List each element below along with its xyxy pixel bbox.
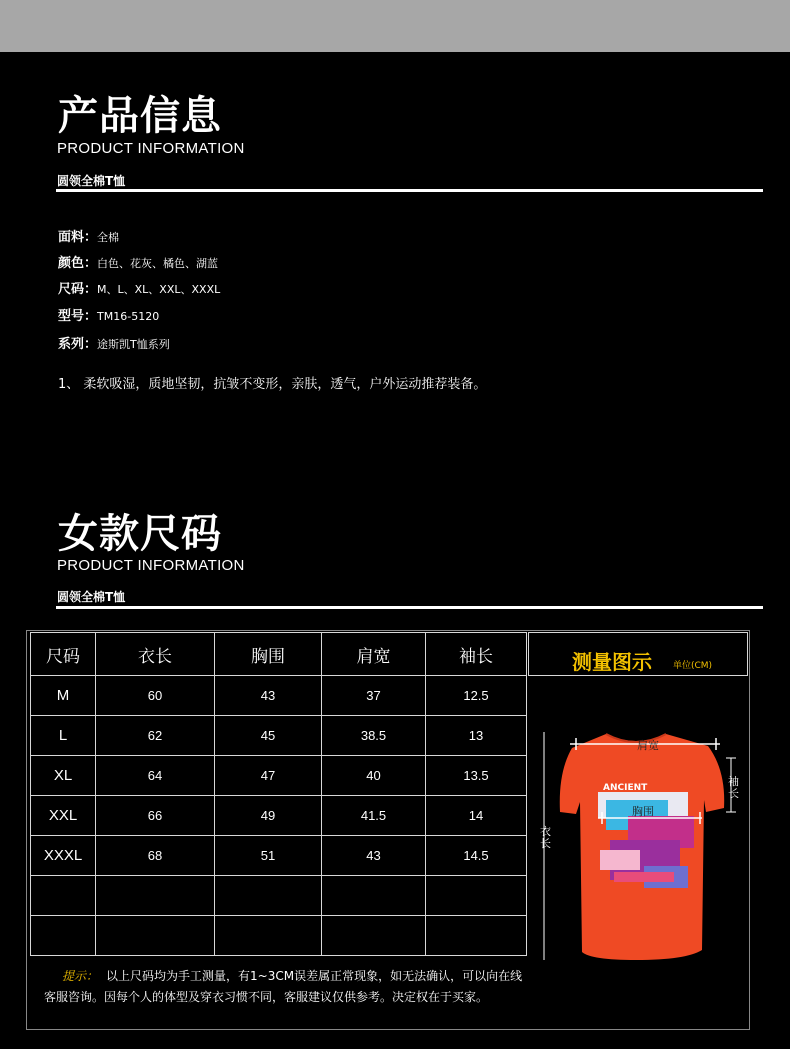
table-row-empty xyxy=(31,916,527,956)
cell-length: 64 xyxy=(96,756,215,796)
sleeve-label: 袖长 xyxy=(728,775,739,800)
table-header-row xyxy=(31,633,527,676)
spec-value: 全棉 xyxy=(97,231,120,244)
cell-shoulder: 40 xyxy=(322,756,426,796)
spec-label: 颜色： xyxy=(58,256,98,271)
table-row xyxy=(31,796,527,836)
header-chest: 胸围 xyxy=(215,633,322,676)
cell-length: 68 xyxy=(96,836,215,876)
cell-sleeve: 13 xyxy=(426,716,527,756)
cell-chest: 45 xyxy=(215,716,322,756)
tip-text: 以上尺码均为手工测量，有1~3CM误差属正常现象，如无法确认，可以向在线客服咨询。因每个人的体型及穿衣习惯不同，客服建议仅供参考。决定权在于买家。 xyxy=(44,969,523,1004)
measure-title: 测量图示 xyxy=(572,650,652,674)
size-table xyxy=(30,632,527,956)
cell-size: L xyxy=(31,716,96,756)
cell-length: 62 xyxy=(96,716,215,756)
tip-label: 提示： xyxy=(62,969,99,983)
cell-length: 66 xyxy=(96,796,215,836)
cell-sleeve: 13.5 xyxy=(426,756,527,796)
table-row-empty xyxy=(31,876,527,916)
spec-size xyxy=(58,278,220,297)
shoulder-label: 肩宽 xyxy=(637,739,659,752)
measure-unit: 单位(CM) xyxy=(673,661,713,671)
divider xyxy=(56,606,763,609)
chest-label: 胸围 xyxy=(632,805,654,818)
cell-sleeve: 12.5 xyxy=(426,676,527,716)
cell-size: XXL xyxy=(31,796,96,836)
feature-note: 1、 柔软吸湿，质地坚韧，抗皱不变形，亲肤，透气，户外运动推荐装备。 xyxy=(58,377,487,392)
cell-size: XL xyxy=(31,756,96,796)
tshirt-illustration xyxy=(536,720,746,965)
header-size: 尺码 xyxy=(31,633,96,676)
product-info-subtitle-en: PRODUCT INFORMATION xyxy=(57,140,245,157)
spec-series xyxy=(58,333,170,352)
table-row xyxy=(31,676,527,716)
spec-fabric xyxy=(58,226,119,245)
size-subtitle-en: PRODUCT INFORMATION xyxy=(57,557,245,574)
cell-chest: 49 xyxy=(215,796,322,836)
spec-value: M、L、XL、XXL、XXXL xyxy=(97,283,221,296)
header-length: 衣长 xyxy=(96,633,215,676)
top-gray-bar xyxy=(0,0,790,52)
table-row xyxy=(31,836,527,876)
print-text: ANCIENT xyxy=(603,783,648,793)
table-row xyxy=(31,716,527,756)
cell-shoulder: 43 xyxy=(322,836,426,876)
spec-color xyxy=(58,252,218,271)
cell-chest: 47 xyxy=(215,756,322,796)
spec-model xyxy=(58,305,159,324)
cell-shoulder: 41.5 xyxy=(322,796,426,836)
spec-label: 面料： xyxy=(58,230,98,245)
cell-shoulder: 38.5 xyxy=(322,716,426,756)
size-section-title: 女款尺码 xyxy=(58,511,222,557)
table-row xyxy=(31,756,527,796)
spec-value: 白色、花灰、橘色、湖蓝 xyxy=(97,257,219,270)
product-info-subtitle-cn: 圆领全棉T恤 xyxy=(57,174,126,188)
cell-length: 60 xyxy=(96,676,215,716)
cell-sleeve: 14.5 xyxy=(426,836,527,876)
header-sleeve: 袖长 xyxy=(426,633,527,676)
spec-label: 尺码： xyxy=(58,282,98,297)
divider xyxy=(56,189,763,192)
length-label: 衣长 xyxy=(540,825,551,850)
size-subtitle-cn: 圆领全棉T恤 xyxy=(57,590,126,604)
cell-sleeve: 14 xyxy=(426,796,527,836)
cell-size: M xyxy=(31,676,96,716)
spec-value: 途斯凯T恤系列 xyxy=(97,338,170,351)
spec-value: TM16-5120 xyxy=(97,310,160,323)
cell-chest: 51 xyxy=(215,836,322,876)
cell-chest: 43 xyxy=(215,676,322,716)
spec-label: 型号： xyxy=(58,309,98,324)
size-tip xyxy=(44,966,524,1008)
cell-shoulder: 37 xyxy=(322,676,426,716)
spec-label: 系列： xyxy=(58,337,98,352)
cell-size: XXXL xyxy=(31,836,96,876)
product-info-title: 产品信息 xyxy=(58,93,222,139)
header-shoulder: 肩宽 xyxy=(322,633,426,676)
